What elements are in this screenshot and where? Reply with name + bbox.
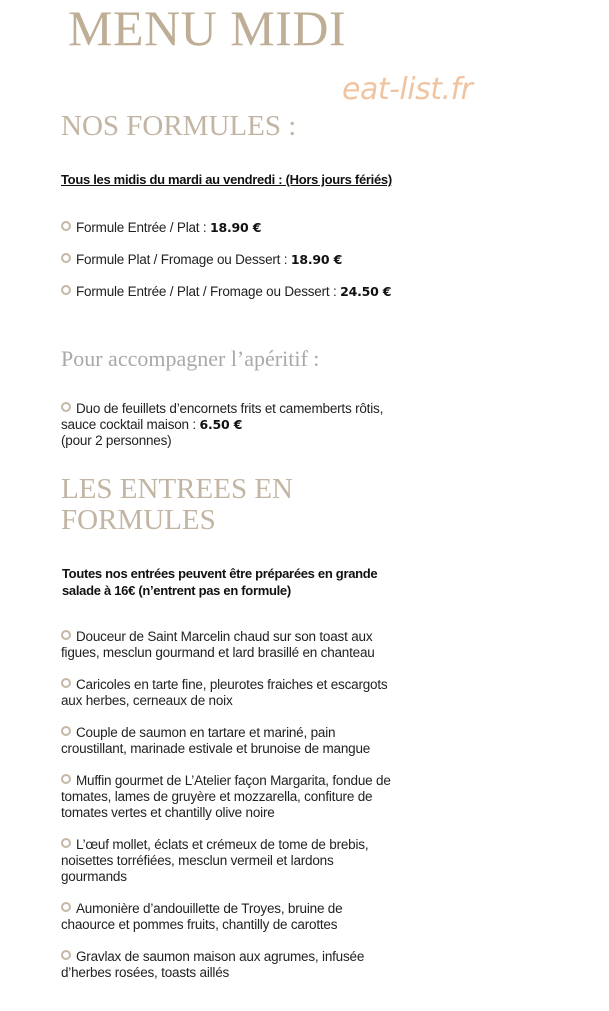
entree-item bbox=[61, 773, 441, 821]
formule-item bbox=[61, 252, 461, 268]
entree-item bbox=[61, 949, 441, 981]
entree-line: Douceur de Saint Marcelin chaud sur son toast aux bbox=[76, 629, 373, 644]
formule-price: 18.90 € bbox=[290, 252, 343, 267]
entree-item bbox=[61, 837, 441, 885]
entrees-note-line1: Toutes nos entrées peuvent être préparées en grande bbox=[62, 566, 378, 581]
entrees-note-line2: salade à 16€ (n’entrent pas en formule) bbox=[62, 583, 291, 598]
formules-heading: NOS FORMULES : bbox=[61, 110, 297, 142]
formule-label: Formule Plat / Fromage ou Dessert : bbox=[76, 252, 291, 267]
entree-line: L’œuf mollet, éclats et crémeux de tome de brebis, bbox=[76, 837, 369, 852]
entree-line: Aumonière d’andouillette de Troyes, bruine de bbox=[76, 901, 343, 916]
entree-item bbox=[61, 725, 441, 757]
entree-line: chaource et pommes fruits, chantilly de carottes bbox=[61, 917, 338, 932]
entree-item bbox=[61, 677, 441, 709]
formule-price: 24.50 € bbox=[340, 284, 392, 299]
entree-line: Caricoles en tarte fine, pleurotes fraiches et escargots bbox=[76, 677, 388, 692]
bullet-icon bbox=[61, 838, 71, 848]
entrees-heading-line1: LES ENTREES EN bbox=[61, 473, 293, 505]
entree-line: Muffin gourmet de L’Atelier façon Margarita, fondue de bbox=[76, 773, 391, 788]
entree-line: gourmands bbox=[61, 869, 127, 884]
page-title: MENU MIDI bbox=[68, 0, 347, 56]
entree-line: d’herbes rosées, toasts aillés bbox=[61, 965, 230, 980]
aperitif-price: 6.50 € bbox=[199, 417, 243, 432]
aperitif-line1: Duo de feuillets d’encornets frits et camemberts rôtis, bbox=[76, 401, 384, 416]
entree-line: tomates, lames de gruyère et mozzarella, confiture de bbox=[61, 789, 373, 804]
bullet-icon bbox=[61, 774, 71, 784]
formule-item bbox=[61, 284, 461, 300]
entrees-heading bbox=[61, 474, 293, 536]
entree-line: tomates vertes et chantilly olive noire bbox=[61, 805, 275, 820]
entree-line: Couple de saumon en tartare et mariné, pain bbox=[76, 725, 336, 740]
bullet-icon bbox=[61, 726, 71, 736]
bullet-icon bbox=[61, 678, 71, 688]
bullet-icon bbox=[61, 221, 71, 231]
entree-item bbox=[61, 629, 441, 661]
bullet-icon bbox=[61, 253, 71, 263]
entree-line: aux herbes, cerneaux de noix bbox=[61, 693, 233, 708]
entrees-note bbox=[62, 565, 442, 599]
bullet-icon bbox=[61, 902, 71, 912]
aperitif-item bbox=[61, 401, 441, 449]
watermark: eat-list.fr bbox=[342, 72, 473, 107]
aperitif-line2: sauce cocktail maison : bbox=[61, 417, 200, 432]
formule-item bbox=[61, 220, 461, 236]
aperitif-line3: (pour 2 personnes) bbox=[61, 433, 172, 448]
entrees-heading-line2: FORMULES bbox=[61, 504, 216, 536]
entree-line: noisettes torréfiées, mesclun vermeil et lardons bbox=[61, 853, 334, 868]
bullet-icon bbox=[61, 950, 71, 960]
entree-line: Gravlax de saumon maison aux agrumes, infusée bbox=[76, 949, 365, 964]
entree-line: croustillant, marinade estivale et brunoise de mangue bbox=[61, 741, 371, 756]
entree-item bbox=[61, 901, 441, 933]
formules-note: Tous les midis du mardi au vendredi : (Hors jours fériés) bbox=[61, 172, 392, 187]
formule-price: 18.90 € bbox=[210, 220, 262, 235]
bullet-icon bbox=[61, 285, 71, 295]
formule-label: Formule Entrée / Plat : bbox=[76, 220, 211, 235]
entree-line: figues, mesclun gourmand et lard brasillé en chanteau bbox=[61, 645, 375, 660]
bullet-icon bbox=[61, 630, 71, 640]
bullet-icon bbox=[61, 402, 71, 412]
formule-label: Formule Entrée / Plat / Fromage ou Dessert : bbox=[76, 284, 341, 299]
aperitif-heading: Pour accompagner l’apéritif : bbox=[61, 346, 320, 371]
